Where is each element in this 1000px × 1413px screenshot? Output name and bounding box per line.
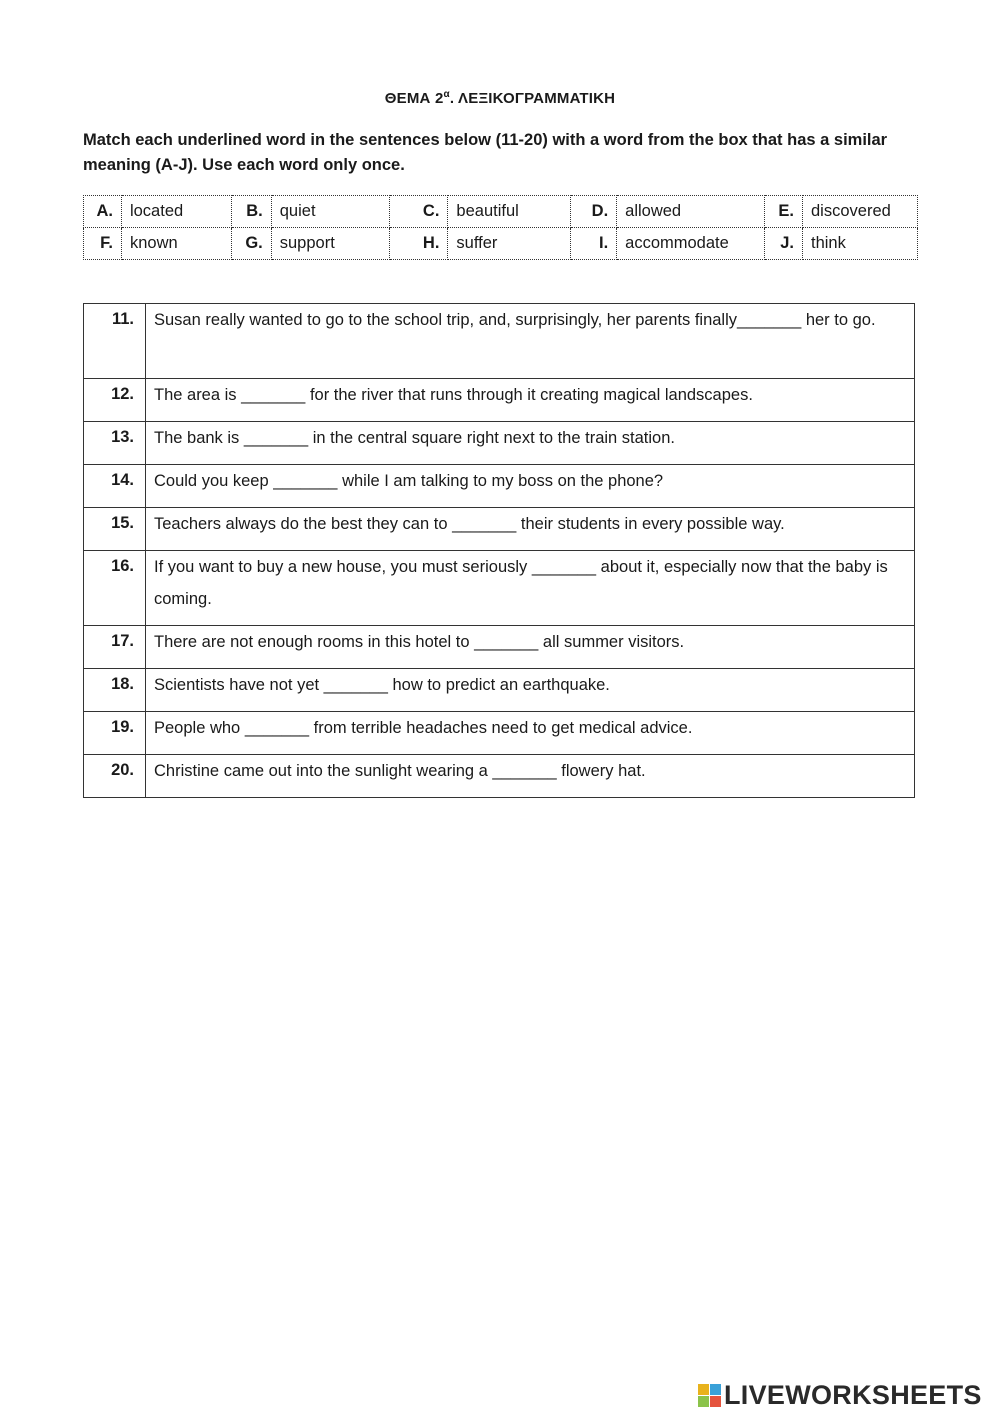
question-text: Scientists have not yet _______ how to predict an earthquake. [146, 669, 915, 712]
question-text: The bank is _______ in the central square right next to the train station. [146, 422, 915, 465]
title-main: ΘΕΜΑ 2 [384, 90, 444, 107]
option-letter: J. [765, 228, 803, 260]
question-number: 13. [84, 422, 146, 465]
instructions: Match each underlined word in the sentences below (11-20) with a word from the box that has a similar meaning (A-J). Use each word only once. [83, 131, 888, 174]
option-letter: B. [231, 196, 271, 228]
title-superscript: α [443, 89, 450, 100]
question-number: 14. [84, 465, 146, 508]
question-number: 12. [84, 379, 146, 422]
question-text: Could you keep _______ while I am talking to my boss on the phone? [146, 465, 915, 508]
option-letter: H. [389, 228, 448, 260]
liveworksheets-logo[interactable] [698, 1380, 982, 1410]
option-letter: D. [571, 196, 617, 228]
question-text: The area is _______ for the river that runs through it creating magical landscapes. [146, 379, 915, 422]
logo-block [710, 1384, 721, 1395]
option-word: allowed [617, 196, 765, 228]
option-letter: C. [389, 196, 448, 228]
option-letter: A. [84, 196, 122, 228]
option-word: discovered [803, 196, 918, 228]
logo-block [698, 1384, 709, 1395]
option-word: accommodate [617, 228, 765, 260]
question-number: 20. [84, 755, 146, 798]
title-rest: . ΛΕΞΙΚΟΓΡΑΜΜΑΤΙΚΗ [449, 90, 616, 107]
logo-text: LIVEWORKSHEETS [724, 1379, 982, 1410]
logo-blocks-icon [698, 1384, 721, 1407]
question-number: 18. [84, 669, 146, 712]
question-text: Teachers always do the best they can to _______ their students in every possible way. [146, 508, 915, 551]
option-word: suffer [448, 228, 571, 260]
logo-block [710, 1396, 721, 1407]
questions-table [83, 303, 915, 798]
question-row [84, 755, 915, 798]
question-text: If you want to buy a new house, you must seriously _______ about it, especially now that the baby is coming. [146, 551, 915, 626]
option-word: quiet [271, 196, 389, 228]
question-text: There are not enough rooms in this hotel to _______ all summer visitors. [146, 626, 915, 669]
option-letter: I. [571, 228, 617, 260]
word-box-row [84, 228, 918, 260]
question-row [84, 551, 915, 626]
question-row [84, 712, 915, 755]
question-number: 17. [84, 626, 146, 669]
option-letter: E. [765, 196, 803, 228]
question-text: Susan really wanted to go to the school trip, and, surprisingly, her parents finally_______ her to go. [146, 304, 915, 379]
option-word: located [121, 196, 231, 228]
option-word: think [803, 228, 918, 260]
option-word: support [271, 228, 389, 260]
question-row [84, 304, 915, 379]
question-number: 11. [84, 304, 146, 379]
question-number: 16. [84, 551, 146, 626]
question-number: 15. [84, 508, 146, 551]
option-letter: G. [231, 228, 271, 260]
question-text: Christine came out into the sunlight wearing a _______ flowery hat. [146, 755, 915, 798]
option-letter: F. [84, 228, 122, 260]
question-row [84, 669, 915, 712]
word-box-row [84, 196, 918, 228]
option-word: known [121, 228, 231, 260]
question-row [84, 422, 915, 465]
question-row [84, 379, 915, 422]
word-box [83, 195, 918, 260]
logo-block [698, 1396, 709, 1407]
question-row [84, 508, 915, 551]
question-row [84, 465, 915, 508]
question-text: People who _______ from terrible headaches need to get medical advice. [146, 712, 915, 755]
worksheet-title [0, 89, 1000, 107]
question-number: 19. [84, 712, 146, 755]
option-word: beautiful [448, 196, 571, 228]
question-row [84, 626, 915, 669]
